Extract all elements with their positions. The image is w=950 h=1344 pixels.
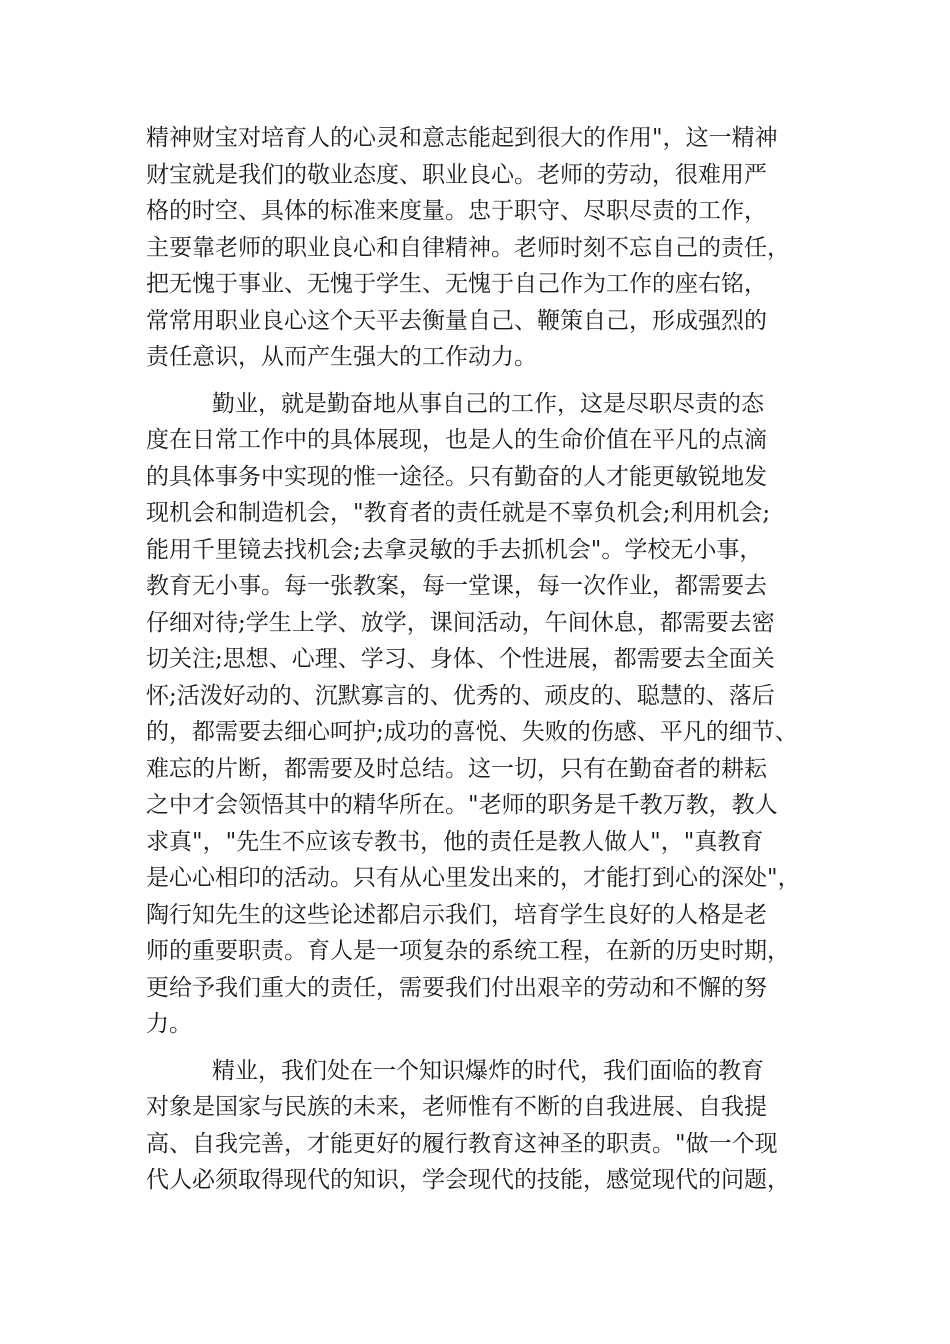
text-line: 求真"，"先生不应该专教书，他的责任是教人做人"，"真教育	[146, 828, 764, 855]
text-line: 是心心相印的活动。只有从心里发出来的，才能打到心的深处"，	[146, 865, 801, 891]
text-line: 的具体事务中实现的惟一途径。只有勤奋的人才能更敏锐地发	[146, 463, 767, 490]
text-line: 精神财宝对培育人的心灵和意志能起到很大的作用"，这一精神	[146, 125, 778, 151]
text-line: 陶行知先生的这些论述都启示我们，培育学生良好的人格是老	[146, 901, 767, 928]
paragraph-3	[146, 1053, 826, 1199]
text-line: 怀;活泼好动的、沉默寡言的、优秀的、顽皮的、聪慧的、落后	[146, 682, 775, 709]
text-line: 力。	[146, 1011, 192, 1037]
text-line: 常常用职业良心这个天平去衡量自己、鞭策自己，形成强烈的	[146, 307, 767, 334]
text-line: 能用千里镜去找机会;去拿灵敏的手去抓机会"。学校无小事，	[146, 536, 763, 563]
text-line: 财宝就是我们的敬业态度、职业良心。老师的劳动，很难用严	[146, 161, 767, 188]
paragraph-2	[146, 386, 826, 1043]
text-line: 仔细对待;学生上学、放学，课间活动，午间休息，都需要去密	[146, 609, 775, 636]
text-line: 度在日常工作中的具体展现，也是人的生命价值在平凡的点滴	[146, 427, 767, 453]
text-line-first: 精业，我们处在一个知识爆炸的时代，我们面临的教育	[212, 1057, 764, 1084]
body-text	[146, 120, 826, 1199]
text-line: 责任意识，从而产生强大的工作动力。	[146, 344, 537, 370]
text-line: 把无愧于事业、无愧于学生、无愧于自己作为工作的座右铭，	[146, 271, 767, 297]
text-line: 难忘的片断，都需要及时总结。这一切，只有在勤奋者的耕耘	[146, 755, 767, 782]
paragraph-1	[146, 120, 826, 376]
text-line: 的，都需要去细心呵护;成功的喜悦、失败的伤感、平凡的细节、	[146, 719, 798, 745]
text-line: 主要靠老师的职业良心和自律精神。老师时刻不忘自己的责任，	[146, 234, 790, 261]
text-line: 教育无小事。每一张教案，每一堂课，每一次作业，都需要去	[146, 573, 767, 599]
text-line: 现机会和制造机会，"教育者的责任就是不辜负机会;利用机会;	[146, 500, 771, 526]
text-line: 之中才会领悟其中的精华所在。"老师的职务是千教万教，教人	[146, 792, 778, 818]
text-line: 高、自我完善，才能更好的履行教育这神圣的职责。"做一个现	[146, 1130, 778, 1157]
text-line: 更给予我们重大的责任，需要我们付出艰辛的劳动和不懈的努	[146, 974, 767, 1001]
text-line: 切关注;思想、心理、学习、身体、个性进展，都需要去全面关	[146, 646, 775, 672]
text-line-first: 勤业，就是勤奋地从事自己的工作，这是尽职尽责的态	[212, 390, 764, 417]
text-line: 对象是国家与民族的未来，老师惟有不断的自我进展、自我提	[146, 1094, 767, 1120]
text-line: 代人必须取得现代的知识，学会现代的技能，感觉现代的问题，	[146, 1167, 790, 1193]
text-line: 师的重要职责。育人是一项复杂的系统工程，在新的历史时期，	[146, 938, 790, 964]
text-line: 格的时空、具体的标准来度量。忠于职守、尽职尽责的工作，	[146, 198, 767, 224]
